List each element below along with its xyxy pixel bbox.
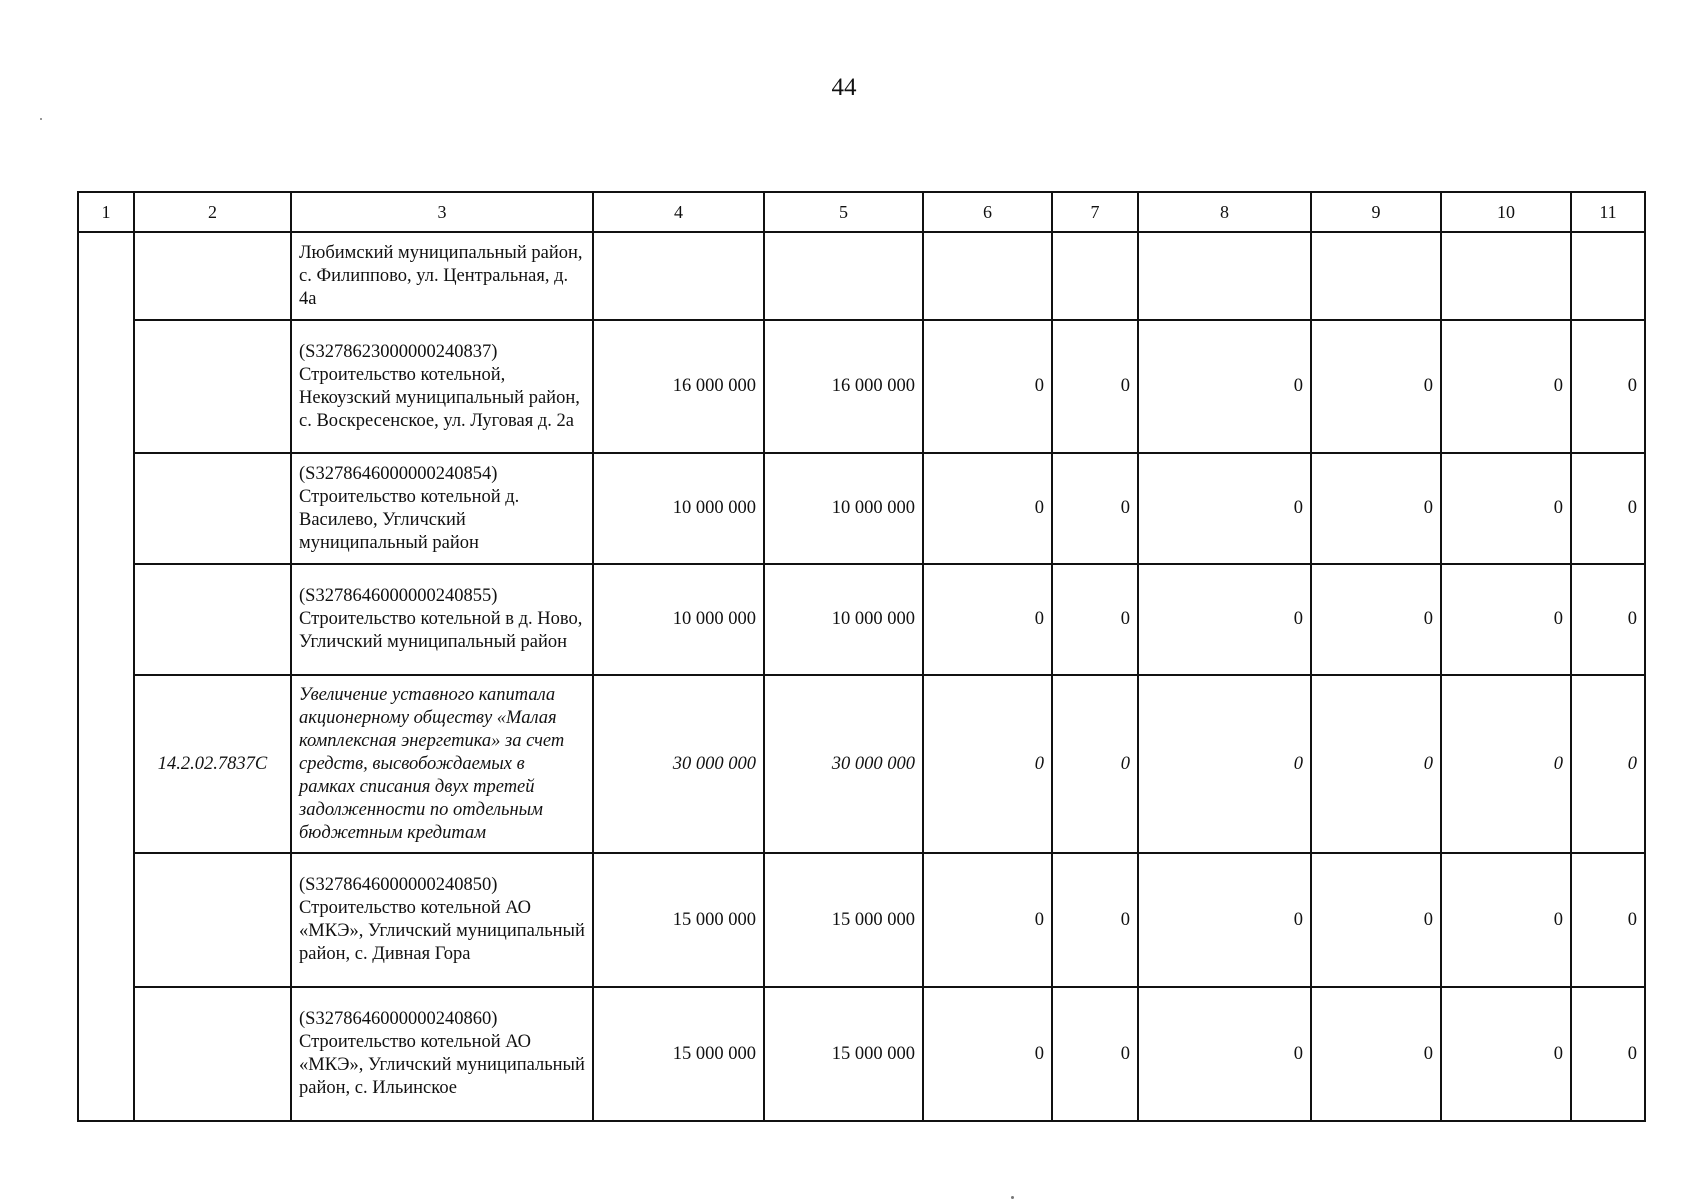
value-cell-4: 16 000 000 <box>593 320 764 453</box>
code-cell <box>134 320 291 453</box>
code-cell: 14.2.02.7837С <box>134 675 291 853</box>
table-row <box>78 320 1645 453</box>
header-cell-5: 5 <box>764 192 923 232</box>
value-cell-11: 0 <box>1571 564 1645 675</box>
value-cell-4: 15 000 000 <box>593 987 764 1121</box>
value-cell-7: 0 <box>1052 853 1138 987</box>
value-cell-5: 15 000 000 <box>764 987 923 1121</box>
code-cell <box>134 987 291 1121</box>
table-row <box>78 987 1645 1121</box>
table-row <box>78 453 1645 564</box>
header-cell-10: 10 <box>1441 192 1571 232</box>
value-cell-9: 0 <box>1311 675 1441 853</box>
value-cell-11 <box>1571 232 1645 320</box>
value-cell-11: 0 <box>1571 987 1645 1121</box>
code-cell <box>134 453 291 564</box>
value-cell-10: 0 <box>1441 987 1571 1121</box>
value-cell-9: 0 <box>1311 853 1441 987</box>
description-cell: (S3278646000000240850) Строительство котельной АО «МКЭ», Угличский муниципальный район, с. Дивная Гора <box>291 853 593 987</box>
value-cell-7: 0 <box>1052 987 1138 1121</box>
header-cell-9: 9 <box>1311 192 1441 232</box>
value-cell-5: 10 000 000 <box>764 564 923 675</box>
header-cell-2: 2 <box>134 192 291 232</box>
value-cell-4: 15 000 000 <box>593 853 764 987</box>
header-cell-11: 11 <box>1571 192 1645 232</box>
code-cell <box>134 232 291 320</box>
value-cell-6: 0 <box>923 853 1052 987</box>
value-cell-8: 0 <box>1138 453 1311 564</box>
value-cell-6: 0 <box>923 675 1052 853</box>
value-cell-5: 15 000 000 <box>764 853 923 987</box>
code-cell <box>134 564 291 675</box>
value-cell-6: 0 <box>923 320 1052 453</box>
table-row <box>78 853 1645 987</box>
value-cell-4: 30 000 000 <box>593 675 764 853</box>
column-1-merged-cell <box>78 232 134 1121</box>
value-cell-8: 0 <box>1138 853 1311 987</box>
header-row <box>78 192 1645 232</box>
value-cell-8 <box>1138 232 1311 320</box>
scan-speck <box>1011 1196 1014 1199</box>
value-cell-6: 0 <box>923 453 1052 564</box>
value-cell-6: 0 <box>923 987 1052 1121</box>
value-cell-5: 10 000 000 <box>764 453 923 564</box>
value-cell-10: 0 <box>1441 675 1571 853</box>
value-cell-7 <box>1052 232 1138 320</box>
value-cell-4 <box>593 232 764 320</box>
value-cell-11: 0 <box>1571 320 1645 453</box>
description-cell: (S3278646000000240855) Строительство котельной в д. Ново, Угличский муниципальный район <box>291 564 593 675</box>
value-cell-11: 0 <box>1571 675 1645 853</box>
value-cell-6 <box>923 232 1052 320</box>
value-cell-9 <box>1311 232 1441 320</box>
value-cell-5: 16 000 000 <box>764 320 923 453</box>
description-cell: Увеличение уставного капитала акционерному обществу «Малая комплексная энергетика» за счет средств, высвобождаемых в рамках списания двух третей задолженности по отдельным бюджетным кредитам <box>291 675 593 853</box>
value-cell-4: 10 000 000 <box>593 453 764 564</box>
code-cell <box>134 853 291 987</box>
value-cell-5: 30 000 000 <box>764 675 923 853</box>
description-cell: Любимский муниципальный район, с. Филиппово, ул. Центральная, д. 4а <box>291 232 593 320</box>
header-cell-8: 8 <box>1138 192 1311 232</box>
value-cell-8: 0 <box>1138 564 1311 675</box>
value-cell-8: 0 <box>1138 320 1311 453</box>
value-cell-9: 0 <box>1311 987 1441 1121</box>
header-cell-4: 4 <box>593 192 764 232</box>
page-number: 44 <box>831 74 857 101</box>
description-cell: (S327862300000024083​7) Строительство котельной, Некоузский муниципальный район, с. Воскресенское, ул. Луговая д. 2а <box>291 320 593 453</box>
header-cell-7: 7 <box>1052 192 1138 232</box>
value-cell-9: 0 <box>1311 320 1441 453</box>
value-cell-8: 0 <box>1138 987 1311 1121</box>
value-cell-10: 0 <box>1441 564 1571 675</box>
value-cell-6: 0 <box>923 564 1052 675</box>
value-cell-4: 10 000 000 <box>593 564 764 675</box>
table-header <box>78 192 1645 232</box>
scan-speck <box>40 118 42 120</box>
value-cell-5 <box>764 232 923 320</box>
description-cell: (S3278646000000240854) Строительство котельной д. Василево, Угличский муниципальный район <box>291 453 593 564</box>
table-row <box>78 232 1645 320</box>
value-cell-8: 0 <box>1138 675 1311 853</box>
value-cell-11: 0 <box>1571 453 1645 564</box>
value-cell-9: 0 <box>1311 453 1441 564</box>
table-row <box>78 564 1645 675</box>
value-cell-7: 0 <box>1052 453 1138 564</box>
header-cell-6: 6 <box>923 192 1052 232</box>
budget-table <box>77 191 1646 1122</box>
value-cell-10: 0 <box>1441 320 1571 453</box>
value-cell-11: 0 <box>1571 853 1645 987</box>
value-cell-7: 0 <box>1052 675 1138 853</box>
value-cell-10: 0 <box>1441 453 1571 564</box>
description-cell: (S3278646000000240860) Строительство котельной АО «МКЭ», Угличский муниципальный район, с. Ильинское <box>291 987 593 1121</box>
value-cell-7: 0 <box>1052 320 1138 453</box>
table-body <box>78 232 1645 1121</box>
header-cell-1: 1 <box>78 192 134 232</box>
header-cell-3: 3 <box>291 192 593 232</box>
value-cell-10 <box>1441 232 1571 320</box>
value-cell-9: 0 <box>1311 564 1441 675</box>
value-cell-10: 0 <box>1441 853 1571 987</box>
value-cell-7: 0 <box>1052 564 1138 675</box>
table-row <box>78 675 1645 853</box>
